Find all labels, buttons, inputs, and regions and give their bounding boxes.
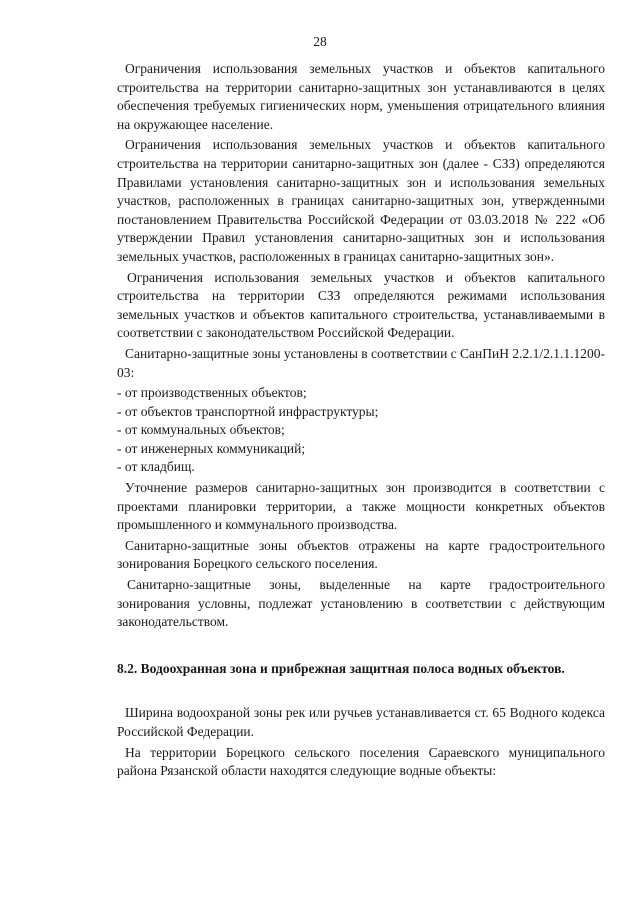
list-item: - от объектов транспортной инфраструктуры; — [117, 403, 605, 422]
section-heading: 8.2. Водоохранная зона и прибрежная защитная полоса водных объектов. — [117, 660, 565, 676]
zone-source-list — [117, 384, 605, 477]
paragraph: Ограничения использования земельных участков и объектов капитального строительства на территории СЗЗ определяются режимами использования земельных участков и объектов капитального строительства, устанавливаемыми в соответствии с законодательством Российской Федерации. — [117, 269, 605, 341]
paragraph: Санитарно-защитные зоны объектов отражены на карте градостроительного зонирования Борецкого сельского поселения. — [117, 537, 605, 572]
list-item: - от производственных объектов; — [117, 384, 605, 403]
document-body — [117, 60, 605, 783]
paragraph: Ограничения использования земельных участков и объектов капитального строительства на территории санитарно-защитных зон устанавливаются в целях обеспечения требуемых гигиенических норм, уменьшения отрицательного влияния на окружающее население. — [117, 61, 605, 132]
paragraph: Санитарно-защитные зоны установлены в соответствии с СанПиН 2.2.1/2.1.1.1200-03: — [117, 345, 605, 380]
paragraph: Санитарно-защитные зоны, выделенные на карте градостроительного зонирования условны, подлежат установлению в соответствии с действующим законодательством. — [117, 577, 605, 630]
list-item: - от коммунальных объектов; — [117, 421, 605, 440]
paragraph: Ограничения использования земельных участков и объектов капитального строительства на территории санитарно-защитных зон (далее - СЗЗ) определяются Правилами установления санитарно-защитных зон и использования земельных участков, расположенных в границах санитарно-защитных зон, утвержденными постановлением Правительства Российской Федерации от 03.03.2018 № 222 «Об утверждении Правил установления санитарно-защитных зон и использования земельных участков, расположенных в границах санитарно-защитных зон». — [117, 137, 605, 264]
list-item: - от кладбищ. — [117, 458, 605, 477]
list-item: - от инженерных коммуникаций; — [117, 440, 605, 459]
paragraph: На территории Борецкого сельского поселения Сараевского муниципального района Рязанской области находятся следующие водные объекты: — [117, 744, 605, 779]
page-number: 28 — [313, 34, 327, 49]
paragraph: Ширина водоохраной зоны рек или ручьев устанавливается ст. 65 Водного кодекса Российской Федерации. — [117, 705, 605, 739]
paragraph: Уточнение размеров санитарно-защитных зон производится в соответствии с проектами планировки территории, а также мощности конкретных объектов промышленного и коммунального производства. — [117, 480, 605, 533]
